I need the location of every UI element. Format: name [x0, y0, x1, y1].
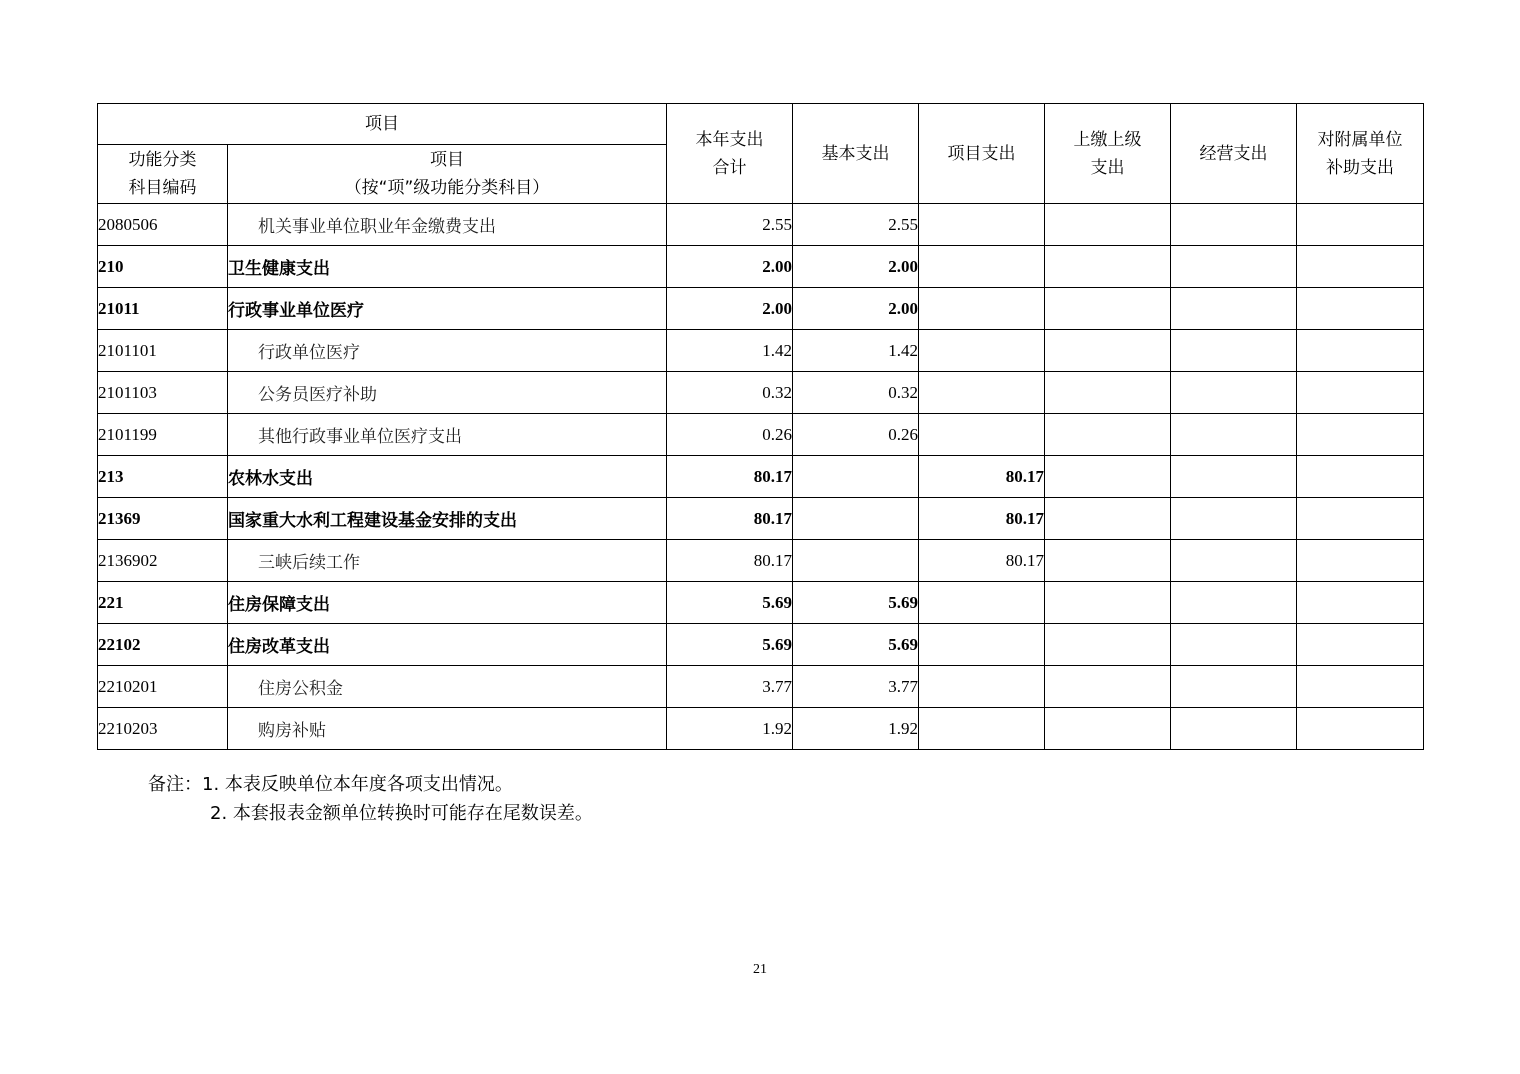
- cell-code: 2210201: [98, 666, 228, 708]
- cell-upper: [1045, 246, 1171, 288]
- cell-code: 2101199: [98, 414, 228, 456]
- page-number: 21: [753, 962, 767, 977]
- cell-upper: [1045, 456, 1171, 498]
- cell-total: 1.92: [667, 708, 793, 750]
- cell-project: [919, 708, 1045, 750]
- cell-code: 22102: [98, 624, 228, 666]
- cell-business: [1171, 666, 1297, 708]
- table-row: [98, 414, 1424, 456]
- cell-subsidiary: [1297, 666, 1424, 708]
- cell-code: 2210203: [98, 708, 228, 750]
- header-business: 经营支出: [1171, 104, 1297, 204]
- cell-total: 5.69: [667, 624, 793, 666]
- footnote-2: 2. 本套报表金额单位转换时可能存在尾数误差。: [210, 803, 593, 824]
- cell-basic: 5.69: [793, 582, 919, 624]
- cell-total: 80.17: [667, 456, 793, 498]
- cell-total: 0.32: [667, 372, 793, 414]
- table-row: [98, 204, 1424, 246]
- cell-business: [1171, 330, 1297, 372]
- cell-project: [919, 414, 1045, 456]
- cell-name: 三峡后续工作: [228, 540, 667, 582]
- cell-name: 卫生健康支出: [228, 246, 667, 288]
- cell-project: 80.17: [919, 540, 1045, 582]
- cell-business: [1171, 288, 1297, 330]
- cell-business: [1171, 624, 1297, 666]
- table-row: [98, 540, 1424, 582]
- cell-basic: [793, 498, 919, 540]
- table-body: [98, 204, 1424, 750]
- cell-subsidiary: [1297, 498, 1424, 540]
- table-row: [98, 288, 1424, 330]
- cell-basic: 0.32: [793, 372, 919, 414]
- cell-total: 1.42: [667, 330, 793, 372]
- cell-project: [919, 330, 1045, 372]
- cell-basic: 0.26: [793, 414, 919, 456]
- cell-project: 80.17: [919, 498, 1045, 540]
- cell-subsidiary: [1297, 330, 1424, 372]
- expenditure-table: [97, 103, 1424, 750]
- table-row: [98, 666, 1424, 708]
- cell-name: 国家重大水利工程建设基金安排的支出: [228, 498, 667, 540]
- table-row: [98, 246, 1424, 288]
- cell-business: [1171, 204, 1297, 246]
- cell-subsidiary: [1297, 708, 1424, 750]
- cell-subsidiary: [1297, 540, 1424, 582]
- cell-name: 农林水支出: [228, 456, 667, 498]
- cell-basic: 2.55: [793, 204, 919, 246]
- cell-project: [919, 204, 1045, 246]
- cell-upper: [1045, 540, 1171, 582]
- cell-code: 210: [98, 246, 228, 288]
- cell-subsidiary: [1297, 414, 1424, 456]
- cell-name: 购房补贴: [228, 708, 667, 750]
- table-row: [98, 708, 1424, 750]
- header-name: 项目 （按“项”级功能分类科目）: [228, 145, 667, 204]
- cell-upper: [1045, 624, 1171, 666]
- cell-code: 221: [98, 582, 228, 624]
- cell-basic: [793, 456, 919, 498]
- cell-code: 2080506: [98, 204, 228, 246]
- cell-upper: [1045, 708, 1171, 750]
- table-row: [98, 330, 1424, 372]
- cell-total: 2.00: [667, 246, 793, 288]
- table-row: [98, 456, 1424, 498]
- cell-name: 住房保障支出: [228, 582, 667, 624]
- cell-project: [919, 624, 1045, 666]
- cell-upper: [1045, 204, 1171, 246]
- cell-basic: 3.77: [793, 666, 919, 708]
- cell-subsidiary: [1297, 246, 1424, 288]
- cell-upper: [1045, 666, 1171, 708]
- cell-total: 5.69: [667, 582, 793, 624]
- cell-basic: 5.69: [793, 624, 919, 666]
- cell-name: 行政事业单位医疗: [228, 288, 667, 330]
- cell-business: [1171, 708, 1297, 750]
- cell-basic: 1.92: [793, 708, 919, 750]
- cell-name: 其他行政事业单位医疗支出: [228, 414, 667, 456]
- cell-code: 21369: [98, 498, 228, 540]
- cell-subsidiary: [1297, 456, 1424, 498]
- table-row: [98, 624, 1424, 666]
- cell-total: 80.17: [667, 540, 793, 582]
- cell-project: [919, 288, 1045, 330]
- cell-project: [919, 582, 1045, 624]
- cell-project: [919, 372, 1045, 414]
- cell-total: 2.55: [667, 204, 793, 246]
- cell-upper: [1045, 372, 1171, 414]
- header-project: 项目支出: [919, 104, 1045, 204]
- cell-code: 2101103: [98, 372, 228, 414]
- header-group-title: 项目: [98, 104, 667, 145]
- cell-project: [919, 246, 1045, 288]
- cell-upper: [1045, 414, 1171, 456]
- cell-basic: 1.42: [793, 330, 919, 372]
- cell-upper: [1045, 498, 1171, 540]
- table-row: [98, 372, 1424, 414]
- cell-business: [1171, 246, 1297, 288]
- cell-code: 2136902: [98, 540, 228, 582]
- cell-project: 80.17: [919, 456, 1045, 498]
- footnotes: [148, 770, 593, 828]
- cell-code: 213: [98, 456, 228, 498]
- cell-name: 住房公积金: [228, 666, 667, 708]
- header-basic: 基本支出: [793, 104, 919, 204]
- cell-name: 公务员医疗补助: [228, 372, 667, 414]
- header-upper: 上缴上级 支出: [1045, 104, 1171, 204]
- footnote-1: 备注：1. 本表反映单位本年度各项支出情况。: [148, 774, 513, 795]
- cell-upper: [1045, 330, 1171, 372]
- cell-name: 住房改革支出: [228, 624, 667, 666]
- cell-basic: 2.00: [793, 288, 919, 330]
- cell-business: [1171, 414, 1297, 456]
- cell-code: 2101101: [98, 330, 228, 372]
- cell-business: [1171, 456, 1297, 498]
- cell-project: [919, 666, 1045, 708]
- cell-basic: [793, 540, 919, 582]
- table-row: [98, 582, 1424, 624]
- cell-name: 行政单位医疗: [228, 330, 667, 372]
- cell-subsidiary: [1297, 582, 1424, 624]
- cell-upper: [1045, 288, 1171, 330]
- cell-subsidiary: [1297, 288, 1424, 330]
- cell-business: [1171, 498, 1297, 540]
- cell-total: 0.26: [667, 414, 793, 456]
- header-code: 功能分类 科目编码: [98, 145, 228, 204]
- table-row: [98, 498, 1424, 540]
- header-total: 本年支出 合计: [667, 104, 793, 204]
- cell-code: 21011: [98, 288, 228, 330]
- cell-business: [1171, 540, 1297, 582]
- cell-subsidiary: [1297, 204, 1424, 246]
- cell-total: 2.00: [667, 288, 793, 330]
- cell-upper: [1045, 582, 1171, 624]
- cell-total: 80.17: [667, 498, 793, 540]
- cell-name: 机关事业单位职业年金缴费支出: [228, 204, 667, 246]
- cell-subsidiary: [1297, 372, 1424, 414]
- cell-business: [1171, 582, 1297, 624]
- cell-basic: 2.00: [793, 246, 919, 288]
- cell-subsidiary: [1297, 624, 1424, 666]
- cell-business: [1171, 372, 1297, 414]
- header-subsidiary: 对附属单位 补助支出: [1297, 104, 1424, 204]
- cell-total: 3.77: [667, 666, 793, 708]
